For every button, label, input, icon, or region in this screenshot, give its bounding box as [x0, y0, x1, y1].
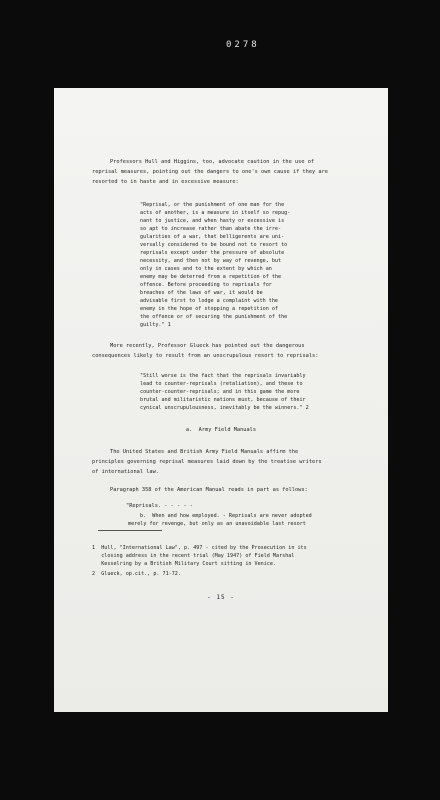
quote-1-line: guilty." 1 — [140, 322, 171, 328]
reprisals-heading: "Reprisals. - - - - - — [126, 503, 193, 509]
paragraph-line: More recently, Professor Glueck has pointed out the dangerous — [110, 343, 305, 349]
quote-1-line: the offence or of securing the punishment of the — [140, 314, 288, 320]
reprisals-line: b. When and how employed. - Reprisals are never adopted — [140, 513, 312, 519]
document-text — [54, 88, 388, 712]
top-page-number: 0278 — [226, 40, 260, 50]
quote-2-line: "Still worse is the fact that the reprisals invariably — [140, 373, 306, 379]
footnote-line: closing address in the recent trial (May 1947) of Field Marshal — [92, 553, 295, 559]
quote-1-line: advisable first to lodge a complaint with the — [140, 298, 279, 304]
quote-2-line: counter-counter-reprisals; and in this game the more — [140, 389, 300, 395]
footnote-rule — [98, 530, 162, 531]
quote-1-line: reprisals except under the pressure of absolute — [140, 250, 285, 256]
section-heading: a. Army Field Manuals — [185, 427, 257, 433]
quote-1-line: "Reprisal, or the punishment of one man for the — [140, 202, 285, 208]
paragraph-line: consequences likely to result from an unscrupulous resort to reprisals: — [92, 353, 319, 359]
quote-1-line: necessity, and then not by way of revenge, but — [140, 258, 282, 264]
quote-1-line: acts of another, is a measure in itself so repug- — [140, 210, 291, 216]
intro-line: reprisal measures, pointing out the dangers to one's own cause if they are — [92, 169, 328, 175]
bottom-page-number: - 15 - — [207, 594, 235, 601]
quote-1-line: so apt to increase rather than abate the irre- — [140, 226, 282, 232]
footnote-line: Kesselring by a British Military Court sitting in Venice. — [92, 561, 277, 567]
quote-1-line: offence. Before proceeding to reprisals for — [140, 282, 272, 288]
document-page — [54, 88, 388, 712]
quote-1-line: only in cases and to the extent by which an — [140, 266, 272, 272]
quote-1-line: enemy in the hope of stopping a repetition of — [140, 306, 279, 312]
footnote-line: 2 Glueck, op.cit., p. 71-72. — [92, 571, 181, 577]
quote-1-line: gularities of a war, that belligerents are uni- — [140, 234, 285, 240]
intro-line: resorted to in haste and in excessive measure: — [92, 179, 239, 185]
paragraph-line: Paragraph 358 of the American Manual reads in part as follows: — [110, 487, 308, 493]
quote-1-line: breaches of the laws of war, it would be — [140, 290, 263, 296]
quote-1-line: enemy may be deterred from a repetition of the — [140, 274, 282, 280]
paragraph-line: of international law. — [92, 469, 159, 475]
quote-2-line: cynical unscrupulousness, inevitably be the winners." 2 — [140, 405, 309, 411]
quote-2-line: lead to counter-reprisals (retaliation), and these to — [140, 381, 303, 387]
footnote-line: 1 Hull, "International Law", p. 497 - cited by the Prosecution in its — [92, 545, 307, 551]
paragraph-line: principles governing reprisal measures laid down by the treatise writers — [92, 459, 322, 465]
paragraph-line: The United States and British Army Field Manuals affirm the — [110, 449, 299, 455]
reprisals-line: merely for revenge, but only as an unavoidable last resort — [128, 521, 306, 527]
quote-1-line: nant to justice, and when hasty or excessive is — [140, 218, 285, 224]
quote-2-line: brutal and militaristic nations must, because of their — [140, 397, 306, 403]
quote-1-line: versally considered to be bound not to resort to — [140, 242, 288, 248]
intro-line: Professors Hull and Higgins, too, advocate caution in the use of — [110, 159, 315, 165]
